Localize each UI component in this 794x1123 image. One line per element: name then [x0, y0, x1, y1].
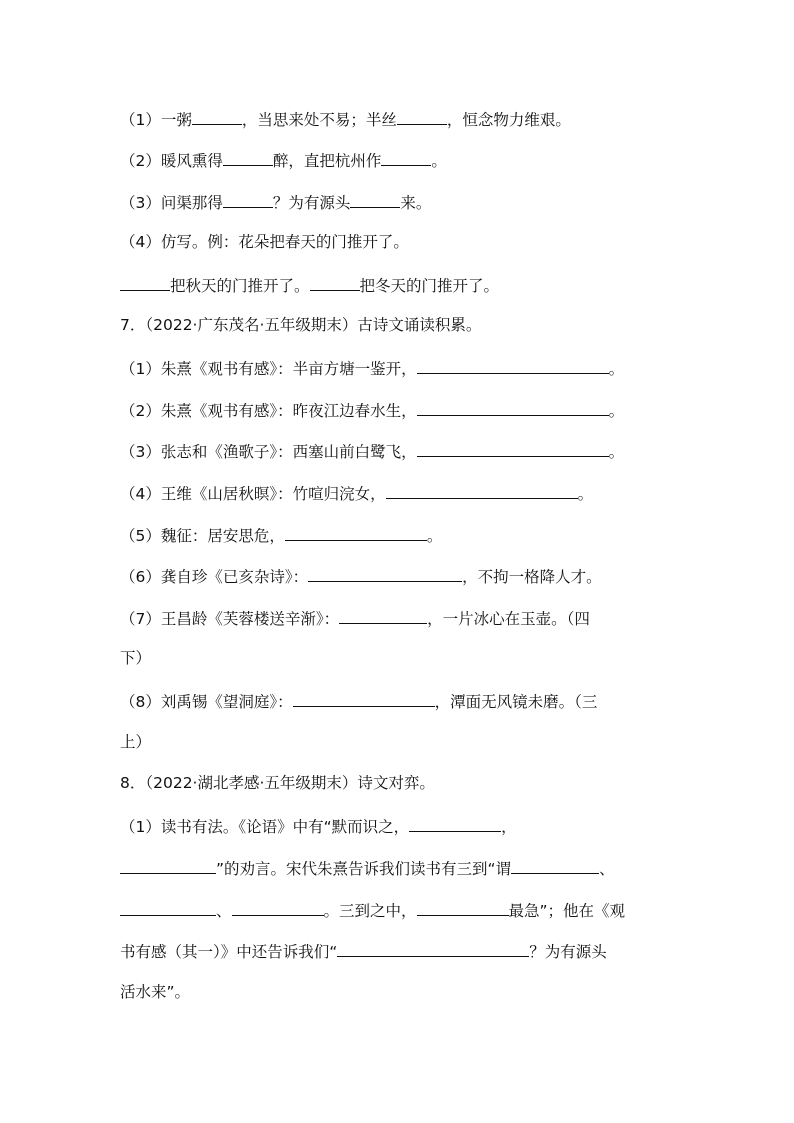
answer-blank[interactable] — [337, 938, 529, 957]
q7-item-2: （2）朱熹《观书有感》：昨夜江边春水生， 。 — [120, 397, 624, 423]
q7-item-5: （5）魏征：居安思危， 。 — [120, 522, 442, 548]
answer-blank[interactable] — [223, 147, 273, 166]
q7-title: 7．（2022·广东茂名·五年级期末）古诗文诵读积累。 — [120, 316, 482, 334]
q7-item-8: （8）刘禹锡《望洞庭》： ，潭面无风镜未磨。（三 — [120, 688, 597, 714]
q6-item-1: （1）一粥 ，当思来处不易；半丝 ，恒念物力维艰。 — [120, 106, 571, 132]
q8-line-3: 、 。三到之中， 最急”；他在《观 — [120, 897, 625, 923]
q8-line-4: 书有感（其一）》中还告诉我们“ ？为有源头 — [120, 938, 607, 964]
answer-blank[interactable] — [397, 106, 447, 125]
answer-blank[interactable] — [417, 438, 609, 457]
q7-item-7-cont: 下） — [120, 649, 152, 667]
q7-item-6: （6）龚自珍《已亥杂诗》： ，不拘一格降人才。 — [120, 563, 602, 589]
answer-blank[interactable] — [120, 272, 170, 291]
answer-blank[interactable] — [232, 897, 324, 916]
answer-blank[interactable] — [285, 522, 427, 541]
answer-blank[interactable] — [120, 855, 216, 874]
q6-item-3: （3）问渠那得 ？为有源头 来。 — [120, 189, 431, 215]
answer-blank[interactable] — [381, 147, 431, 166]
answer-blank[interactable] — [417, 897, 509, 916]
answer-blank[interactable] — [223, 189, 273, 208]
answer-blank[interactable] — [386, 480, 578, 499]
answer-blank[interactable] — [350, 189, 400, 208]
answer-blank[interactable] — [310, 272, 360, 291]
answer-blank[interactable] — [120, 897, 216, 916]
q7-item-1: （1）朱熹《观书有感》：半亩方塘一鉴开， 。 — [120, 355, 624, 381]
q7-item-3: （3）张志和《渔歌子》：西塞山前白鹭飞， 。 — [120, 438, 624, 464]
answer-blank[interactable] — [417, 355, 609, 374]
answer-blank[interactable] — [192, 106, 242, 125]
q7-item-7: （7）王昌龄《芙蓉楼送辛渐》： ，一片冰心在玉壶。（四 — [120, 605, 590, 631]
q8-line-5: 活水来”。 — [120, 983, 191, 1001]
answer-blank[interactable] — [293, 688, 435, 707]
q6-item-4: （4）仿写。例：花朵把春天的门推开了。 — [120, 233, 409, 251]
answer-blank[interactable] — [409, 813, 501, 832]
answer-blank[interactable] — [339, 605, 427, 624]
q8-line-2: ”的劝言。宋代朱熹告诉我们读书有三到“谓 、 — [120, 855, 615, 881]
answer-blank[interactable] — [511, 855, 599, 874]
q8-line-1: （1）读书有法。《论语》中有“默而识之， ， — [120, 813, 517, 839]
answer-blank[interactable] — [308, 563, 462, 582]
answer-blank[interactable] — [417, 397, 609, 416]
q6-item-4-answer: 把秋天的门推开了。 把冬天的门推开了。 — [120, 272, 499, 298]
q7-item-8-cont: 上） — [120, 733, 152, 751]
q6-item-2: （2）暖风熏得 醉，直把杭州作 。 — [120, 147, 447, 173]
q7-item-4: （4）王维《山居秋暝》：竹喧归浣女， 。 — [120, 480, 593, 506]
q8-title: 8．（2022·湖北孝感·五年级期末）诗文对弈。 — [120, 774, 435, 792]
